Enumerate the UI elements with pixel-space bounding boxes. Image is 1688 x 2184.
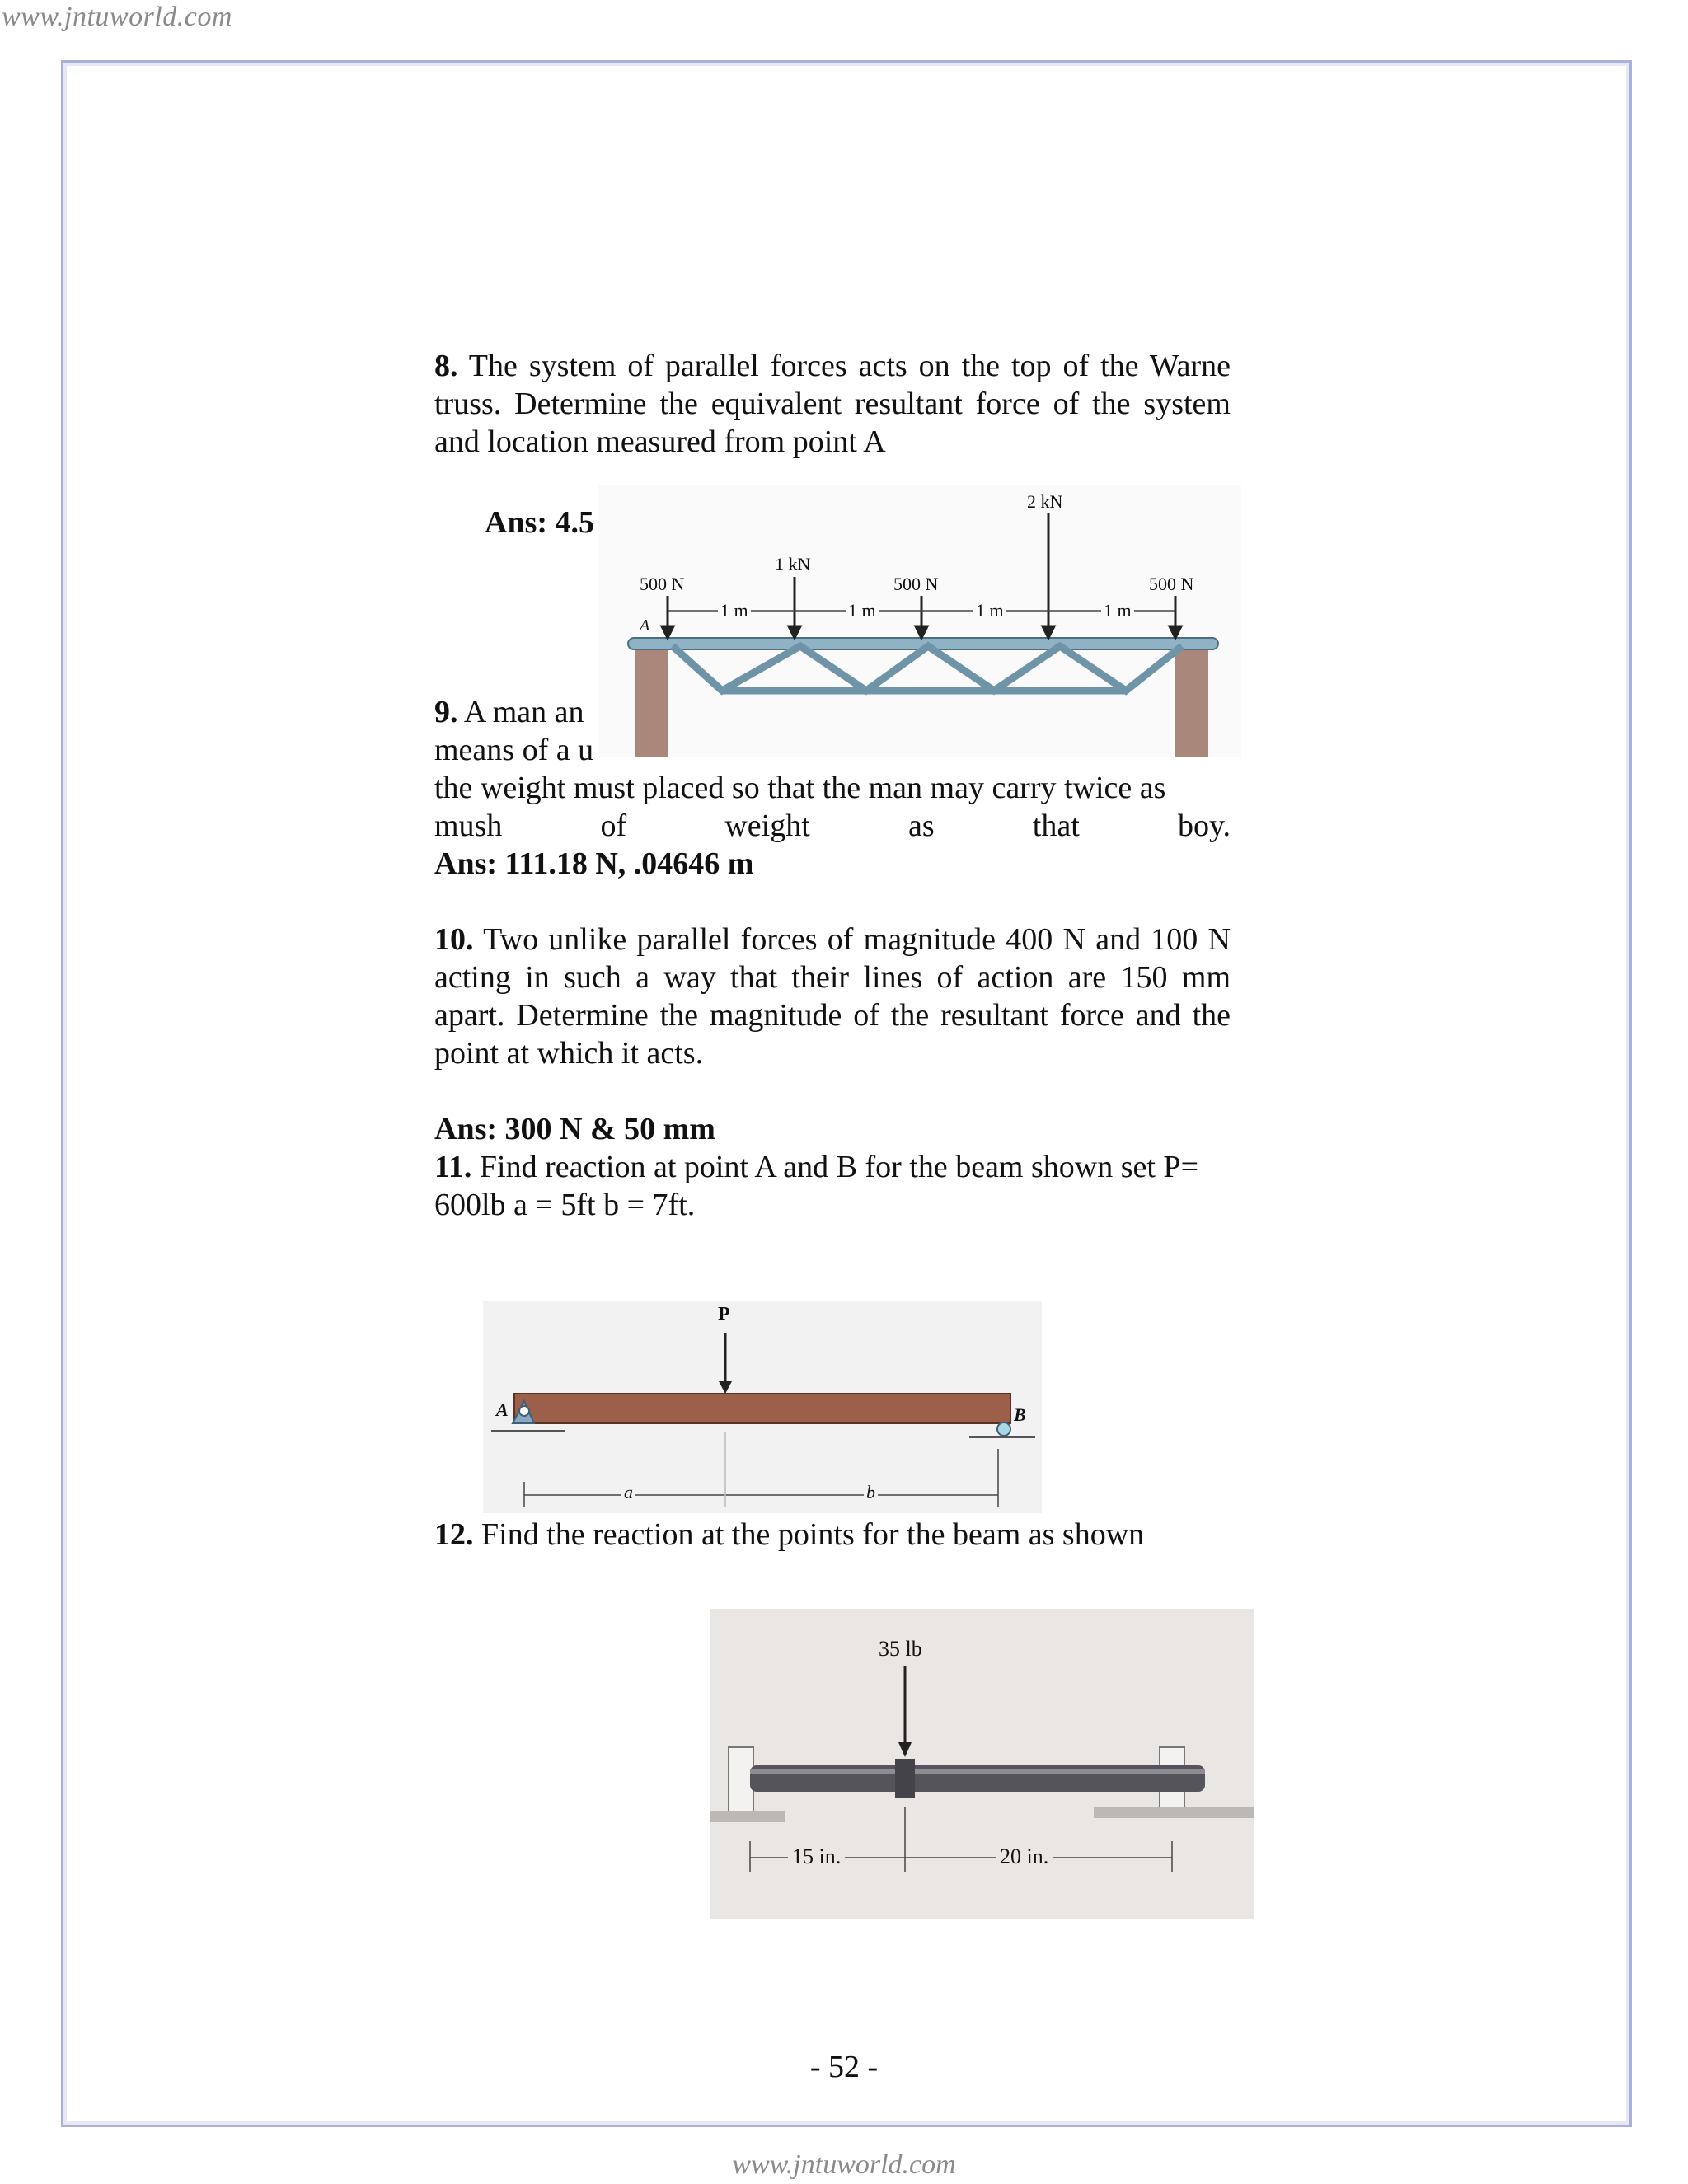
word: of <box>600 808 627 843</box>
beam-dim-b: b <box>864 1482 878 1503</box>
shaft-dim-left: 15 in. <box>788 1844 845 1869</box>
question-9-line1 <box>434 693 584 731</box>
question-12 <box>434 1516 1144 1554</box>
truss-span-4: 1 m <box>1101 600 1134 621</box>
truss-load-500n-left: 500 N <box>640 574 685 594</box>
watermark-bottom: www.jntuworld.com <box>732 2149 956 2180</box>
truss-span-3: 1 m <box>973 600 1006 621</box>
question-8 <box>434 347 1231 461</box>
question-number: 11. <box>434 1150 472 1184</box>
answer-9: Ans: 111.18 N, .04646 m <box>434 846 754 881</box>
truss-load-2kn: 2 kN <box>1027 491 1063 512</box>
beam-figure <box>483 1301 1042 1513</box>
shaft-figure <box>710 1609 1254 1919</box>
word: boy. <box>1177 808 1231 843</box>
shaft-load-label: 35 lb <box>879 1637 922 1661</box>
truss-figure <box>598 485 1241 757</box>
page-number: - 52 - <box>809 2050 879 2084</box>
answer-10: Ans: 300 N & 50 mm <box>434 1112 715 1146</box>
question-number: 8. <box>434 349 458 383</box>
question-9-line2: means of a u <box>434 733 594 767</box>
question-number: 12. <box>434 1517 474 1552</box>
beam-load-label: P <box>718 1304 730 1325</box>
word: weight <box>724 808 810 843</box>
beam-point-b: B <box>1014 1404 1026 1425</box>
question-11-line1 <box>434 1148 1198 1186</box>
question-9-line3: the weight must placed so that the man may carry twice as <box>434 771 1166 805</box>
question-9-line4 <box>434 807 1231 845</box>
truss-load-1kn: 1 kN <box>775 554 811 574</box>
word: that <box>1032 808 1080 843</box>
watermark-top: www.jntuworld.com <box>2 2 232 32</box>
question-11-line2: 600lb a = 5ft b = 7ft. <box>434 1188 696 1222</box>
beam-dim-a: a <box>621 1482 635 1503</box>
word: mush <box>434 808 503 843</box>
question-text: Find reaction at point A and B for the beam shown set P= <box>479 1150 1198 1184</box>
question-text: Find the reaction at the points for the beam as shown <box>481 1517 1145 1552</box>
shaft-dim-right: 20 in. <box>996 1844 1053 1869</box>
question-10 <box>434 921 1231 1072</box>
question-number: 10. <box>434 922 474 957</box>
truss-span-2: 1 m <box>846 600 879 621</box>
word: as <box>907 808 935 843</box>
question-text: The system of parallel forces acts on the top of the Warne truss. Determine the equivalent resultant force of the system and location measured from point A <box>434 349 1231 459</box>
truss-load-500n-mid: 500 N <box>893 574 939 594</box>
question-text: Two unlike parallel forces of magnitude 400 N and 100 N acting in such a way that their lines of action are 150 mm apart. Determine the magnitude of the resultant force and the point at which it acts. <box>434 922 1231 1071</box>
truss-span-1: 1 m <box>718 600 751 621</box>
answer-8: Ans: 4.5 <box>485 505 595 540</box>
truss-point-a: A <box>640 616 650 635</box>
truss-load-500n-right: 500 N <box>1149 574 1194 594</box>
question-number: 9. <box>434 695 458 729</box>
question-text: A man an <box>463 695 584 729</box>
beam-point-a: A <box>496 1399 509 1420</box>
